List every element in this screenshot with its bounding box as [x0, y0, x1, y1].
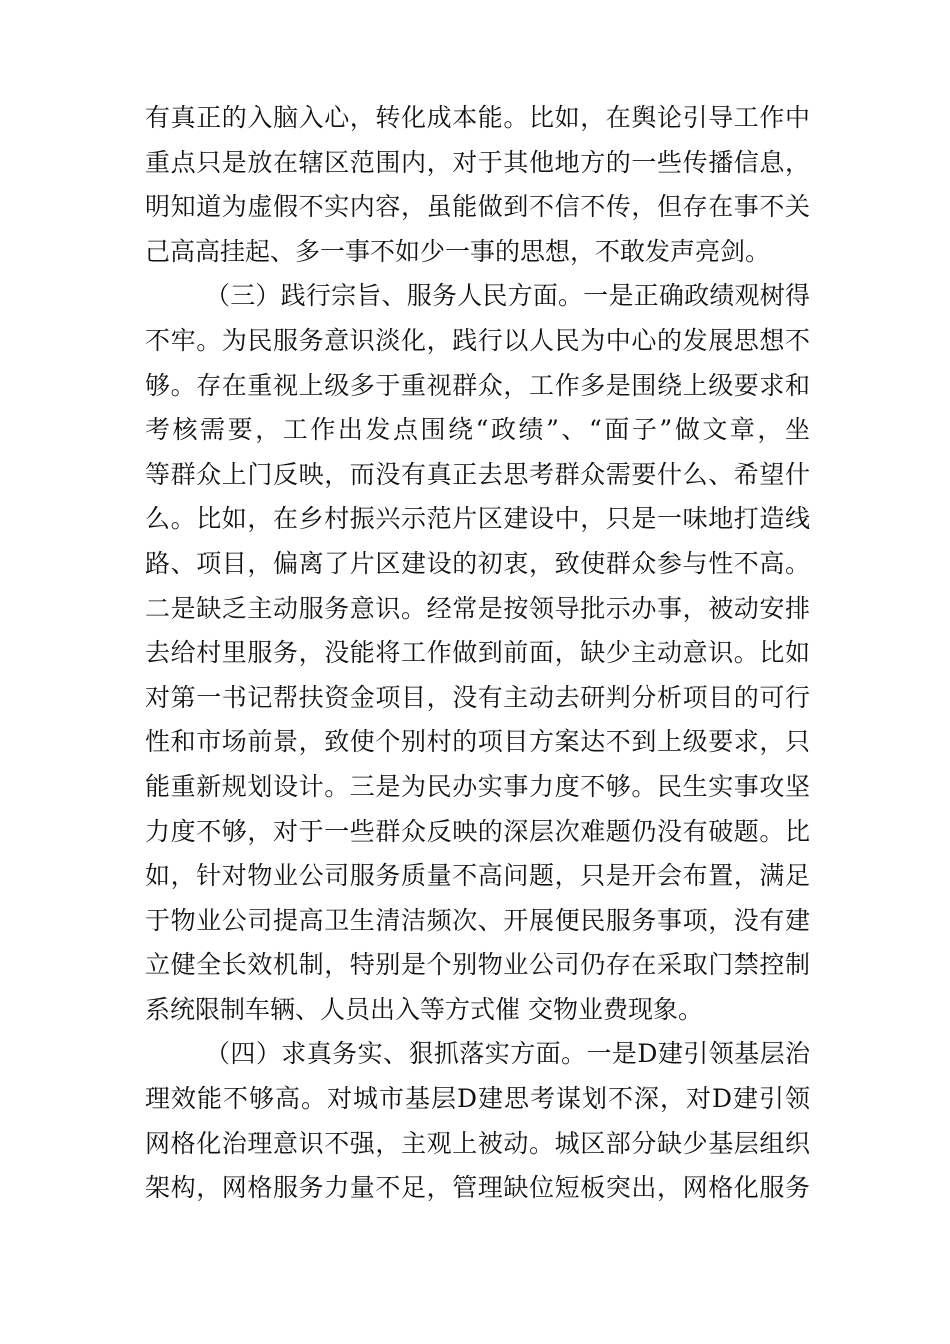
text-line: 够。存在重视上级多于重视群众，工作多是围绕上级要求和 — [145, 370, 810, 400]
text-line: 立健全长效机制，特别是个别物业公司仍存在采取门禁控制 — [145, 950, 810, 980]
text-line: 于物业公司提高卫生清洁频次、开展便民服务事项，没有建 — [145, 905, 810, 935]
text-line: 去给村里服务，没能将工作做到前面，缺少主动意识。比如 — [145, 638, 810, 668]
text-line: 己高高挂起、多一事不如少一事的思想，不敢发声亮剑。 — [145, 236, 771, 266]
document-body — [145, 96, 810, 1211]
section-heading-line: （三）践行宗旨、服务人民方面。一是正确政绩观树得 — [205, 281, 810, 311]
text-line: 不牢。为民服务意识淡化，践行以人民为中心的发展思想不 — [145, 325, 810, 355]
text-line: 路、项目，偏离了片区建设的初衷，致使群众参与性不高。 — [145, 548, 810, 578]
text-line: 力度不够，对于一些群众反映的深层次难题仍没有破题。比 — [145, 816, 810, 846]
text-line: 么。比如，在乡村振兴示范片区建设中，只是一味地打造线 — [145, 504, 810, 534]
text-line: 二是缺乏主动服务意识。经常是按领导批示办事，被动安排 — [145, 593, 810, 623]
text-line: 对第一书记帮扶资金项目，没有主动去研判分析项目的可行 — [145, 682, 810, 712]
text-line: 考核需要，工作出发点围绕“政绩”、“面子”做文章，坐 — [145, 415, 810, 445]
text-line: 性和市场前景，致使个别村的项目方案达不到上级要求，只 — [145, 727, 810, 757]
text-line: 等群众上门反映，而没有真正去思考群众需要什么、希望什 — [145, 459, 810, 489]
text-line: 重点只是放在辖区范围内，对于其他地方的一些传播信息， — [145, 147, 810, 177]
text-line: 有真正的入脑入心，转化成本能。比如，在舆论引导工作中 — [145, 103, 810, 132]
text-line: 架构，网格服务力量不足，管理缺位短板突出，网格化服务 — [145, 1173, 810, 1203]
text-line: 网格化治理意识不强，主观上被动。城区部分缺少基层组织 — [145, 1128, 810, 1158]
text-line: 理效能不够高。对城市基层D建思考谋划不深，对D建引领 — [145, 1084, 810, 1114]
text-line: 如，针对物业公司服务质量不高问题，只是开会布置，满足 — [145, 861, 810, 891]
text-line: 能重新规划设计。三是为民办实事力度不够。民生实事攻坚 — [145, 771, 810, 801]
section-heading-line: （四）求真务实、狠抓落实方面。一是D建引领基层治 — [205, 1039, 810, 1069]
text-line: 明知道为虚假不实内容，虽能做到不信不传，但存在事不关 — [145, 192, 810, 222]
text-line: 系统限制车辆、人员出入等方式催 交物业费现象。 — [145, 994, 703, 1024]
